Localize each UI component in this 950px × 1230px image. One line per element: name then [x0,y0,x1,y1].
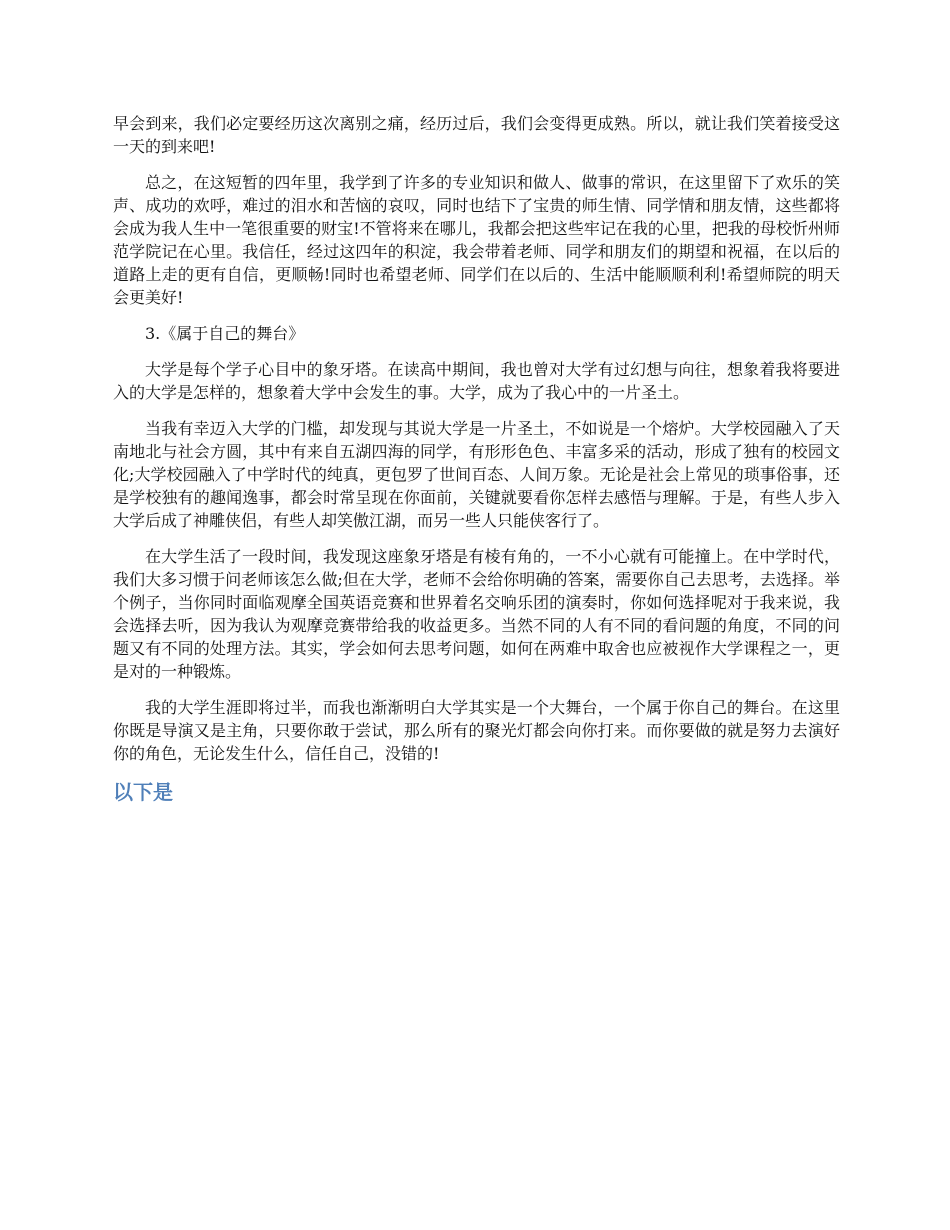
paragraph-ivory-tower: 大学是每个学子心目中的象牙塔。在读高中期间，我也曾对大学有过幻想与向往，想象着我将要进入的大学是怎样的，想象着大学中会发生的事。大学，成为了我心中的一片圣土。 [113,360,840,402]
paragraph-continuation: 早会到来，我们必定要经历这次离别之痛，经历过后，我们会变得更成熟。所以，就让我们笑着接受这一天的到来吧! [113,114,840,156]
document-page [113,112,840,806]
paragraph-stage: 我的大学生涯即将过半，而我也渐渐明白大学其实是一个大舞台，一个属于你自己的舞台。在这里你既是导演又是主角，只要你敢于尝试，那么所有的聚光灯都会向你打来。而你要做的就是努力去演好你的角色，无论发生什么，信任自己，没错的! [113,698,840,763]
paragraph-melting-pot: 当我有幸迈入大学的门槛，却发现与其说大学是一片圣土，不如说是一个熔炉。大学校园融入了天南地北与社会方圆，其中有来自五湖四海的同学，有形形色色、丰富多采的活动，形成了独有的校园文化;大学校园融入了中学时代的纯真，更包罗了世间百态、人间万象。无论是社会上常见的琐事俗事，还是学校独有的趣闻逸事，都会时常呈现在你面前，关键就要看你怎样去感悟与理解。于是，有些人步入大学后成了神雕侠侣，有些人却笑傲江湖，而另一些人只能侠客行了。 [113,419,840,530]
paragraph-summary: 总之，在这短暂的四年里，我学到了许多的专业知识和做人、做事的常识，在这里留下了欢乐的笑声、成功的欢呼，难过的泪水和苦恼的哀叹，同时也结下了宝贵的师生情、同学情和朋友情，这些都将会成为我人生中一笔很重要的财宝!不管将来在哪儿，我都会把这些牢记在我的心里，把我的母校忻州师范学院记在心里。我信任，经过这四年的积淀，我会带着老师、同学和朋友们的期望和祝福，在以后的道路上走的更有自信，更顺畅!同时也希望老师、同学们在以后的、生活中能顺顺利利!希望师院的明天会更美好! [113,173,840,307]
essay-title: 3.《属于自己的舞台》 [145,324,305,343]
paragraph-choices: 在大学生活了一段时间，我发现这座象牙塔是有棱有角的，一不小心就有可能撞上。在中学时代，我们大多习惯于问老师该怎么做;但在大学，老师不会给你明确的答案，需要你自己去思考，去选择。举个例子，当你同时面临观摩全国英语竞赛和世界着名交响乐团的演奏时，你如何选择呢对于我来说，我会选择去听，因为我认为观摩竞赛带给我的收益更多。当然不同的人有不同的看问题的角度，不同的问题又有不同的处理方法。其实，学会如何去思考问题，如何在两难中取舍也应被视作大学课程之一，更是对的一种锻炼。 [113,547,840,681]
section-heading: 以下是 [113,780,173,804]
